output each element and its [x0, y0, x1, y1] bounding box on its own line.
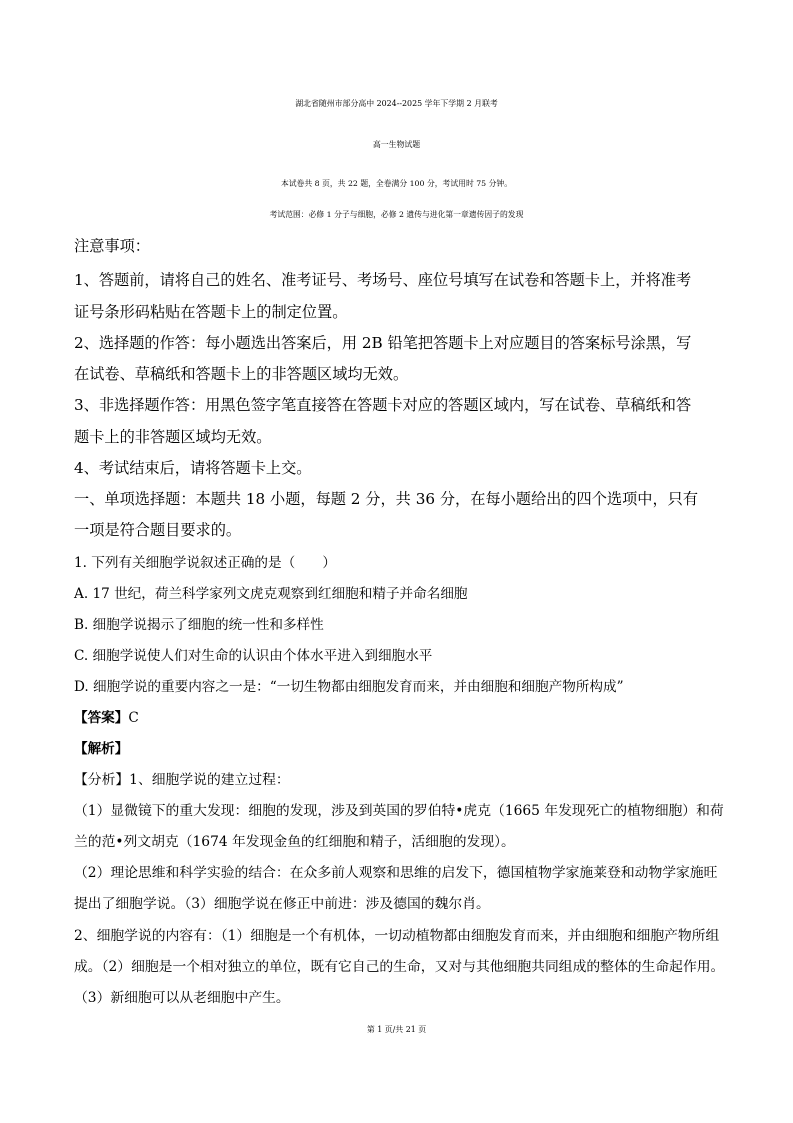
answer-line — [74, 712, 139, 726]
section-heading: 一、单项选择题：本题共 18 小题，每题 2 分，共 36 分，在每小题给出的四个选项中，只有 — [74, 490, 699, 508]
answer-label: 【答案】 — [74, 710, 129, 726]
notes-item: 4、考试结束后，请将答题卡上交。 — [74, 459, 312, 477]
exam-scope-line: 考试范围：必修 1 分子与细胞，必修 2 遗传与进化第一章遗传因子的发现 — [269, 210, 524, 219]
question-option-c: C. 细胞学说使人们对生命的认识由个体水平进入到细胞水平 — [74, 648, 433, 664]
analysis-line: 成。（2）细胞是一个相对独立的单位，既有它自己的生命，又对与其他细胞共同组成的整体的生命起作用。 — [74, 959, 725, 975]
page-number: 第 1 页/共 21 页 — [366, 1025, 427, 1034]
exam-title: 湖北省随州市部分高中 2024--2025 学年下学期 2 月联考 — [295, 99, 498, 108]
notes-item: 在试卷、草稿纸和答题卡上的非答题区域均无效。 — [74, 365, 409, 383]
notes-item: 题卡上的非答题区域均无效。 — [74, 428, 272, 446]
analysis-line: （2）理论思维和科学实验的结合：在众多前人观察和思维的启发下，德国植物学家施莱登和动物学家施旺 — [74, 865, 718, 881]
notes-item: 3、非选择题作答：用黑色签字笔直接答在答题卡对应的答题区域内，写在试卷、草稿纸和答 — [74, 396, 692, 414]
analysis-line: 【分析】1、细胞学说的建立过程： — [74, 772, 290, 788]
analysis-line: 2、细胞学说的内容有：（1）细胞是一个有机体，一切动植物都由细胞发育而来，并由细胞和细胞产物所组 — [74, 928, 720, 944]
question-option-a: A. 17 世纪，荷兰科学家列文虎克观察到红细胞和精子并命名细胞 — [74, 586, 468, 602]
analysis-label: 【解析】 — [74, 741, 129, 757]
analysis-line: 提出了细胞学说。（3）细胞学说在修正中前进：涉及德国的魏尔肖。 — [74, 896, 490, 912]
analysis-line: 兰的范•列文胡克（1674 年发现金鱼的红细胞和精子，活细胞的发现）。 — [74, 834, 515, 850]
question-stem: 1. 下列有关细胞学说叙述正确的是（ ） — [74, 555, 336, 571]
notes-item: 证号条形码粘贴在答题卡上的制定位置。 — [74, 303, 348, 321]
question-option-d: D. 细胞学说的重要内容之一是：“一切生物都由细胞发育而来，并由细胞和细胞产物所构成” — [74, 679, 624, 695]
exam-info-line: 本试卷共 8 页，共 22 题，全卷满分 100 分，考试用时 75 分钟。 — [280, 179, 513, 188]
answer-value: C — [128, 710, 139, 726]
exam-subtitle: 高一生物试题 — [372, 140, 421, 149]
notes-heading: 注意事项： — [74, 237, 150, 255]
notes-item: 1、答题前，请将自己的姓名、准考证号、考场号、座位号填写在试卷和答题卡上，并将准考 — [74, 271, 692, 289]
analysis-line: （1）显微镜下的重大发现：细胞的发现，涉及到英国的罗伯特•虎克（1665 年发现死亡的植物细胞）和荷 — [74, 803, 724, 819]
question-option-b: B. 细胞学说揭示了细胞的统一性和多样性 — [74, 617, 324, 633]
notes-item: 2、选择题的作答：每小题选出答案后，用 2B 铅笔把答题卡上对应题目的答案标号涂黑，写 — [74, 334, 692, 352]
analysis-line: （3）新细胞可以从老细胞中产生。 — [74, 990, 290, 1006]
section-heading-cont: 一项是符合题目要求的。 — [74, 521, 242, 539]
